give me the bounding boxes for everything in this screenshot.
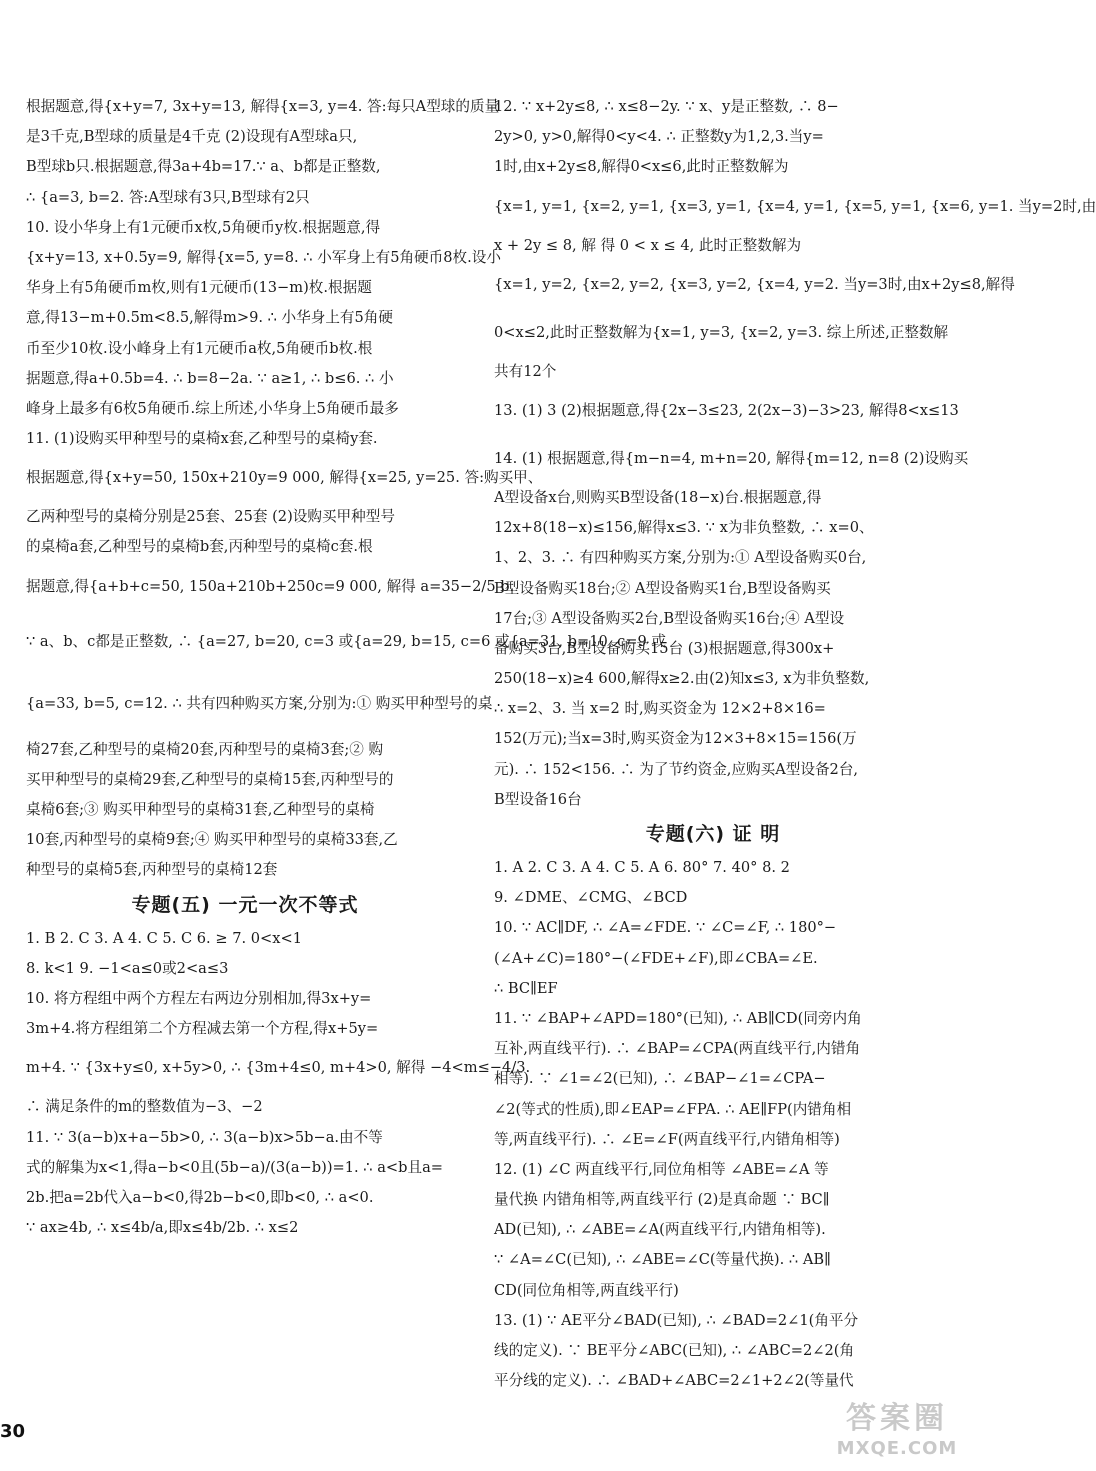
text-line: 2b.把a=2b代入a−b<0,得2b−b<0,即b<0, ∴ a<0. [26, 1188, 374, 1206]
text-line: 10套,丙种型号的桌椅9套;④ 购买甲种型号的桌椅33套,乙 [26, 831, 398, 849]
text-line: ∠2(等式的性质),即∠EAP=∠FPA. ∴ AE∥FP(内错角相 [494, 1100, 852, 1118]
text-line: 0<x≤2,此时正整数解为{x=1, y=3, {x=2, y=3. 综上所述,正整数解 [494, 323, 949, 341]
text-line: 量代换 内错角相等,两直线平行 (2)是真命题 ∵ BC∥ [494, 1191, 830, 1209]
text-line: 互补,两直线平行). ∴ ∠BAP=∠CPA(两直线平行,内错角 [494, 1040, 861, 1058]
text-line: 2y>0, y>0,解得0<y<4. ∴ 正整数y为1,2,3.当y= [494, 128, 824, 146]
text-line: ∴ x=2、3. 当 x=2 时,购买资金为 12×2+8×16= [494, 700, 826, 718]
text-line: 备购买3台,B型设备购买15台 (3)根据题意,得300x+ [494, 639, 835, 657]
text-line: 3m+4.将方程组第二个方程减去第一个方程,得x+5y= [26, 1020, 379, 1038]
text-line: {x=1, y=2, {x=2, y=2, {x=3, y=2, {x=4, y=2. 当y=3时,由x+2y≤8,解得 [494, 275, 1015, 293]
text-line: 是3千克,B型球的质量是4千克 (2)设现有A型球a只, [26, 128, 358, 146]
watermark-logo [802, 1401, 992, 1465]
text-line: 线的定义). ∵ BE平分∠ABC(已知), ∴ ∠ABC=2∠2(角 [494, 1342, 855, 1359]
text-line: 12. (1) ∠C 两直线平行,同位角相等 ∠ABE=∠A 等 [494, 1160, 829, 1178]
text-line: CD(同位角相等,两直线平行) [494, 1281, 679, 1299]
text-line: 1. A 2. C 3. A 4. C 5. A 6. 80° 7. 40° 8. 2 [494, 859, 790, 876]
text-line: 共有12个 [494, 362, 557, 380]
text-line: m+4. ∵ {3x+y≤0, x+5y>0, ∴ {3m+4≤0, m+4>0, 解得 −4<m≤−4/3. [26, 1059, 531, 1077]
text-line: 等,两直线平行). ∴ ∠E=∠F(两直线平行,内错角相等) [494, 1130, 840, 1148]
page-number: 30 [0, 1421, 26, 1442]
text-line: 据题意,得{a+b+c=50, 150a+210b+250c=9 000, 解得 a=35−2/5 b. [26, 577, 515, 595]
text-line: ∵ ax≥4b, ∴ x≤4b/a,即x≤4b/2b. ∴ x≤2 [26, 1219, 299, 1237]
text-line: 10. ∵ AC∥DF, ∴ ∠A=∠FDE. ∵ ∠C=∠F, ∴ 180°− [494, 919, 837, 937]
text-line: 相等). ∵ ∠1=∠2(已知), ∴ ∠BAP−∠1=∠CPA− [494, 1070, 826, 1088]
text-line: 币至少10枚.设小峰身上有1元硬币a枚,5角硬币b枚.根 [26, 339, 373, 357]
watermark-logo-text: 答案圈 [846, 1401, 948, 1436]
text-line: 10. 将方程组中两个方程左右两边分别相加,得3x+y= [26, 989, 372, 1007]
right-column [494, 92, 1096, 1396]
text-line: 152(万元);当x=3时,购买资金为12×3+8×15=156(万 [494, 730, 857, 748]
text-line: {a=33, b=5, c=12. ∴ 共有四种购买方案,分别为:① 购买甲种型号的桌 [26, 694, 493, 712]
section-title: 专题(六) 证 明 [645, 823, 781, 845]
text-line: x + 2y ≤ 8, 解 得 0 < x ≤ 4, 此时正整数解为 [494, 236, 802, 254]
text-line: AD(已知), ∴ ∠ABE=∠A(两直线平行,内错角相等). [494, 1221, 826, 1239]
text-line: 10. 设小华身上有1元硬币x枚,5角硬币y枚.根据题意,得 [26, 218, 381, 236]
text-line: 种型号的桌椅5套,丙种型号的桌椅12套 [26, 861, 278, 879]
text-line: 乙两种型号的桌椅分别是25套、25套 (2)设购买甲种型号 [26, 508, 395, 526]
text-line: 13. (1) 3 (2)根据题意,得{2x−3≤23, 2(2x−3)−3>23, 解得8<x≤13 [494, 401, 959, 419]
text-line: {x+y=13, x+0.5y=9, 解得{x=5, y=8. ∴ 小军身上有5角硬币8枚.设小 [26, 248, 501, 266]
text-line: 椅27套,乙种型号的桌椅20套,丙种型号的桌椅3套;② 购 [26, 740, 384, 758]
text-line: A型设备x台,则购买B型设备(18−x)台.根据题意,得 [494, 488, 822, 506]
text-line: 8. k<1 9. −1<a≤0或2<a≤3 [26, 959, 229, 977]
text-line: 1. B 2. C 3. A 4. C 5. C 6. ≥ 7. 0<x<1 [26, 929, 303, 947]
text-line: {x=1, y=1, {x=2, y=1, {x=3, y=1, {x=4, y=1, {x=5, y=1, {x=6, y=1. 当y=2时,由 [494, 197, 1096, 215]
text-line: 据题意,得a+0.5b=4. ∴ b=8−2a. ∵ a≥1, ∴ b≤6. ∴ 小 [26, 369, 394, 387]
text-line: (∠A+∠C)=180°−(∠FDE+∠F),即∠CBA=∠E. [494, 949, 818, 967]
text-line: 意,得13−m+0.5m<8.5,解得m>9. ∴ 小华身上有5角硬 [26, 309, 393, 327]
text-line: 11. ∵ 3(a−b)x+a−5b>0, ∴ 3(a−b)x>5b−a.由不等 [26, 1128, 383, 1146]
text-line: 平分线的定义). ∴ ∠BAD+∠ABC=2∠1+2∠2(等量代 [494, 1372, 854, 1390]
text-line: 1、2、3. ∴ 有四种购买方案,分别为:① A型设备购买0台, [494, 549, 867, 567]
text-line: 峰身上最多有6枚5角硬币.综上所述,小华身上5角硬币最多 [26, 399, 399, 417]
text-line: 式的解集为x<1,得a−b<0且(5b−a)/(3(a−b))=1. ∴ a<b且a= [26, 1158, 444, 1176]
text-line: 11. (1)设购买甲种型号的桌椅x套,乙种型号的桌椅y套. [26, 430, 378, 448]
watermark-url: MXQE.COM [836, 1438, 958, 1459]
text-line: 14. (1) 根据题意,得{m−n=4, m+n=20, 解得{m=12, n=8 (2)设购买 [494, 449, 969, 467]
text-line: 250(18−x)≥4 600,解得x≥2.由(2)知x≤3, x为非负整数, [494, 670, 870, 688]
text-line: 9. ∠DME、∠CMG、∠BCD [494, 889, 688, 907]
text-line: B型设备购买18台;② A型设备购买1台,B型设备购买 [494, 579, 831, 597]
text-line: ∵ a、b、c都是正整数, ∴ {a=27, b=20, c=3 或{a=29, b=15, c=6 或{a=31, b=10, c=9 或 [26, 632, 667, 650]
text-line: 桌椅6套;③ 购买甲种型号的桌椅31套,乙种型号的桌椅 [26, 801, 375, 818]
text-line: 买甲种型号的桌椅29套,乙种型号的桌椅15套,丙种型号的 [26, 770, 394, 788]
text-line: 11. ∵ ∠BAP+∠APD=180°(已知), ∴ AB∥CD(同旁内角 [494, 1009, 862, 1027]
text-line: 12. ∵ x+2y≤8, ∴ x≤8−2y. ∵ x、y是正整数, ∴ 8− [494, 98, 839, 115]
text-line: 12x+8(18−x)≤156,解得x≤3. ∵ x为非负整数, ∴ x=0、 [494, 519, 874, 537]
text-line: ∵ ∠A=∠C(已知), ∴ ∠ABE=∠C(等量代换). ∴ AB∥ [494, 1251, 831, 1269]
text-line: 17台;③ A型设备购买2台,B型设备购买16台;④ A型设 [494, 609, 845, 627]
text-line: 元). ∴ 152<156. ∴ 为了节约资金,应购买A型设备2台, [494, 760, 859, 778]
text-line: ∴ {a=3, b=2. 答:A型球有3只,B型球有2只 [26, 188, 310, 206]
text-line: 华身上有5角硬币m枚,则有1元硬币(13−m)枚.根据题 [26, 279, 372, 297]
text-line: B型设备16台 [494, 790, 582, 808]
text-line: 根据题意,得{x+y=50, 150x+210y=9 000, 解得{x=25, y=25. 答:购买甲、 [26, 469, 543, 487]
section-title: 专题(五) 一元一次不等式 [131, 893, 359, 916]
text-line: ∴ 满足条件的m的整数值为−3、−2 [26, 1098, 263, 1116]
text-line: 根据题意,得{x+y=7, 3x+y=13, 解得{x=3, y=4. 答:每只A型球的质量 [26, 98, 500, 115]
text-line: ∴ BC∥EF [494, 979, 558, 997]
text-line: 13. (1) ∵ AE平分∠BAD(已知), ∴ ∠BAD=2∠1(角平分 [494, 1311, 859, 1329]
text-line: 1时,由x+2y≤8,解得0<x≤6,此时正整数解为 [494, 158, 789, 176]
text-line: B型球b只.根据题意,得3a+4b=17.∵ a、b都是正整数, [26, 158, 381, 176]
text-line: 的桌椅a套,乙种型号的桌椅b套,丙种型号的桌椅c套.根 [26, 538, 373, 556]
